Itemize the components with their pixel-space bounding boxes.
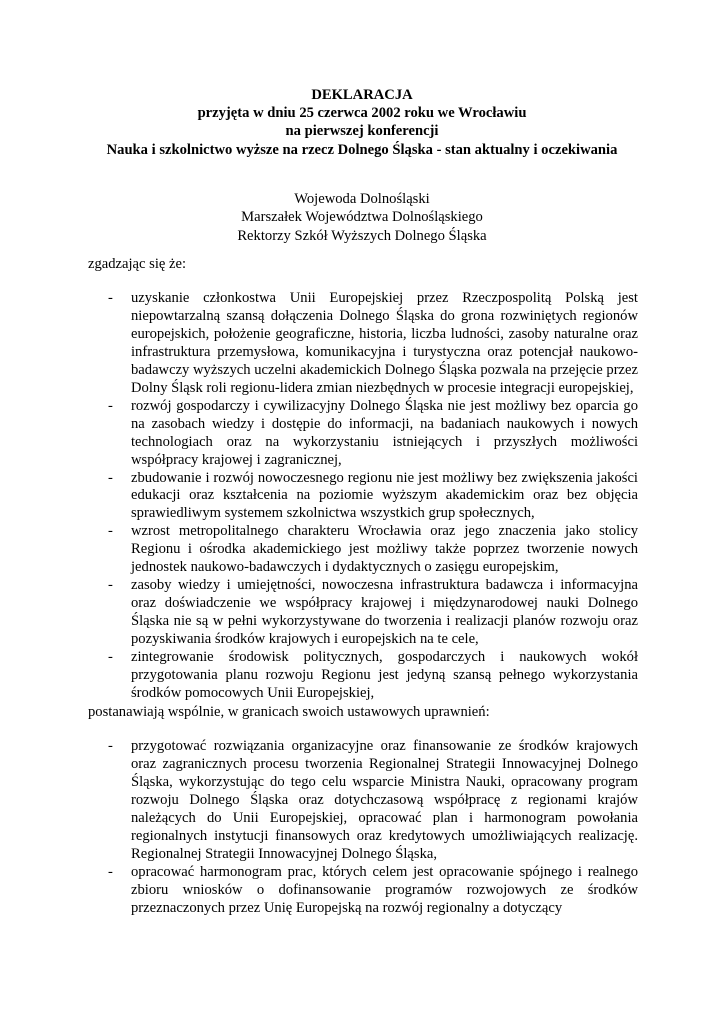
considerations-intro: zgadzając się że: <box>88 256 187 272</box>
list-item <box>108 649 638 703</box>
list-dash: - <box>108 523 113 540</box>
list-item-text: uzyskanie członkostwa Unii Europejskiej przez Rzeczpospolitą Polską jest niepowtarzalną szansą dołączenia Dolnego Śląska do grona rozwiniętych regionów europejskich, położenie geograficzne, historia, liczba ludności, zasoby naturalne oraz infrastruktura przemysłowa, komunikacyjna i turystyczna oraz potencjał naukowo-badawczy wyższych uczelni akademickich Dolnego Śląska pozwala na przejęcie przez Dolny Śląsk roli regionu-lidera zmian niezbędnych w procesie integracji europejskiej, <box>131 290 638 396</box>
list-dash: - <box>108 290 113 306</box>
list-item <box>108 577 638 649</box>
list-item <box>108 398 638 470</box>
document-date-place: przyjęta w dniu 25 czerwca 2002 roku we Wrocławiu <box>197 105 527 122</box>
resolutions-list <box>108 738 638 918</box>
list-dash: - <box>108 738 113 754</box>
list-item <box>108 523 638 577</box>
list-item <box>108 864 638 918</box>
list-item-text: wzrost metropolitalnego charakteru Wrocławia oraz jego znaczenia jako stolicy Regionu i ośrodka akademickiego jest możliwy także poprzez tworzenie nowych jednostek naukowo-badawczych i dydaktycznych o zasięgu europejskim, <box>131 523 638 576</box>
conference-label: na pierwszej konferencji <box>285 123 439 140</box>
list-item-text: zasoby wiedzy i umiejętności, nowoczesna infrastruktura badawcza i informacyjna oraz doświadczenie we współpracy krajowej i międzynarodowej nauki Dolnego Śląska nie są w pełni wykorzystywane do tworzenia i realizacji planów rozwoju oraz pozyskiwania środków krajowych i europejskich na te cele, <box>131 577 638 648</box>
document-header <box>0 86 724 159</box>
conference-title: Nauka i szkolnictwo wyższe na rzecz Dolnego Śląska - stan aktualny i oczekiwania <box>106 141 618 158</box>
list-dash: - <box>108 577 113 594</box>
list-item-text: zbudowanie i rozwój nowoczesnego regionu nie jest możliwy bez zwiększenia jakości edukacji oraz kształcenia na poziomie wyższym akademickim oraz bez objęcia sprawiedliwym systemem szkolnictwa wszystkich grup społecznych, <box>131 469 638 522</box>
list-dash: - <box>108 397 113 414</box>
signatories <box>0 190 724 245</box>
signatory: Rektorzy Szkół Wyższych Dolnego Śląska <box>237 227 487 244</box>
list-dash: - <box>108 863 113 880</box>
list-item-text: opracować harmonogram prac, których celem jest opracowanie spójnego i realnego zbioru wniosków o dofinansowanie programów rozwojowych ze środków przeznaczonych przez Unię Europejską na rozwój regionalny a dotyczący <box>131 863 638 916</box>
list-dash: - <box>108 649 113 666</box>
list-item <box>108 738 638 864</box>
considerations-list <box>108 290 638 703</box>
list-dash: - <box>108 469 113 486</box>
signatory: Marszałek Województwa Dolnośląskiego <box>241 209 483 226</box>
list-item <box>108 290 638 398</box>
resolutions-intro: postanawiają wspólnie, w granicach swoich ustawowych uprawnień: <box>88 704 490 720</box>
list-item-text: zintegrowanie środowisk politycznych, gospodarczych i naukowych wokół przygotowania planu rozwoju Regionu jest jedyną szansą pełnego wykorzystania środków pomocowych Unii Europejskiej, <box>131 649 638 701</box>
list-item <box>108 470 638 524</box>
list-item-text: przygotować rozwiązania organizacyjne oraz finansowanie ze środków krajowych oraz zagranicznych procesu tworzenia Regionalnej Strategii Innowacyjnej Dolnego Śląska, wykorzystując do tego celu wsparcie Ministra Nauki, opracowany program rozwoju Dolnego Śląska oraz dotychczasową współpracę z regionami krajów należących do Unii Europejskiej, opracować plan i harmonogram powołania regionalnych instytucji finansowych oraz kredytowych umożliwiających realizację. Regionalnej Strategii Innowacyjnej Dolnego Śląska, <box>131 738 638 862</box>
document-title: DEKLARACJA <box>311 87 413 103</box>
list-item-text: rozwój gospodarczy i cywilizacyjny Dolnego Śląska nie jest możliwy bez oparcia go na zasobach wiedzy i dostępie do informacji, na badaniach naukowych i nowych technologiach oraz na wykorzystaniu istniejących i przyszłych możliwości współpracy krajowej i zagranicznej, <box>131 397 638 468</box>
signatory: Wojewoda Dolnośląski <box>294 191 430 207</box>
